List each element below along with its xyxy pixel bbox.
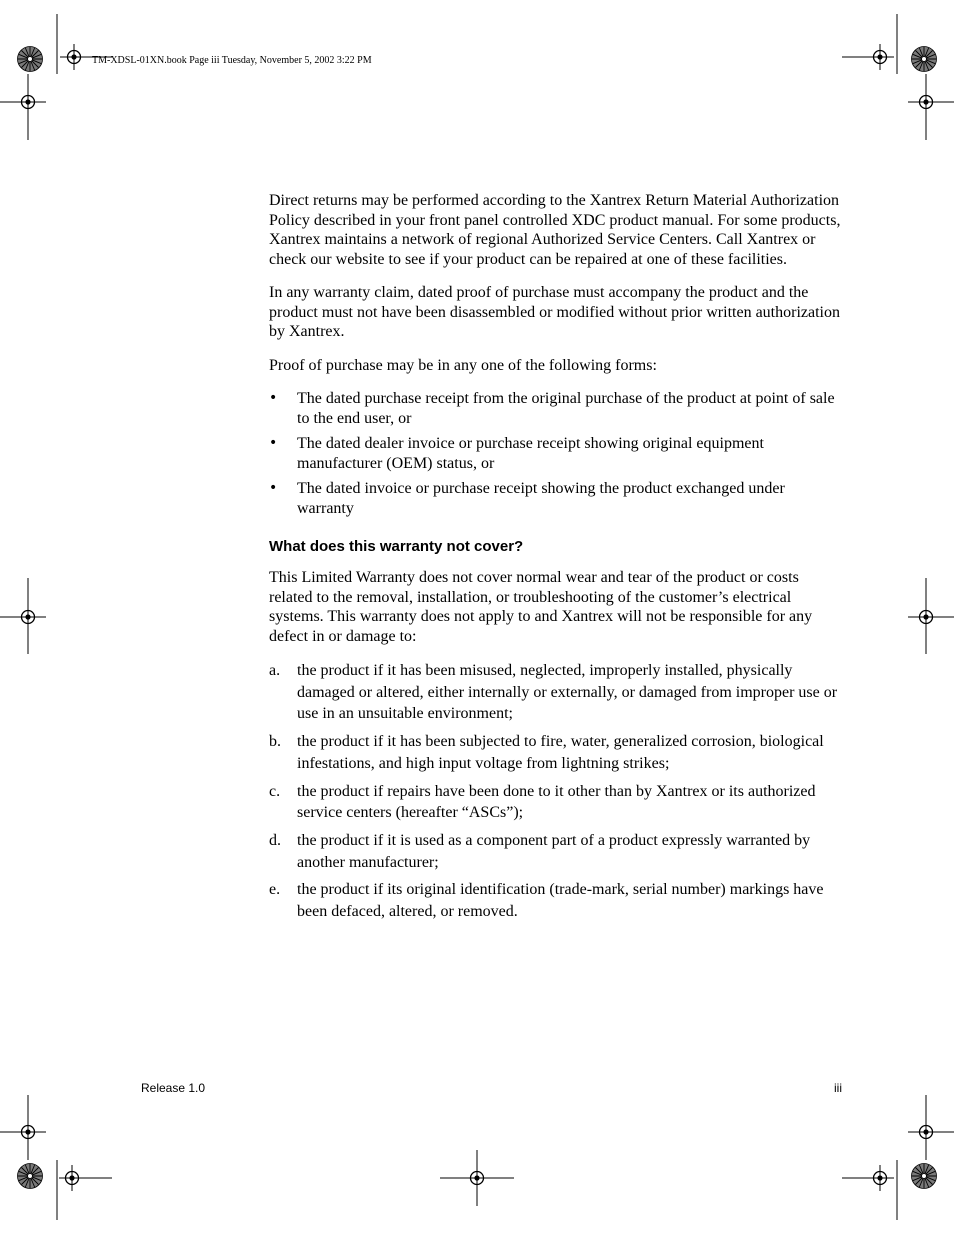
list-item-text: the product if its original identification (trade-mark, serial number) markings have been defaced, altered, or removed. — [297, 881, 824, 921]
file-stamp: TM-XDSL-01XN.book Page iii Tuesday, November 5, 2002 3:22 PM — [92, 55, 372, 66]
paragraph-proof-forms: Proof of purchase may be in any one of the following forms: — [269, 356, 657, 374]
list-item-text: The dated purchase receipt from the original purchase of the product at point of sale to the end user, or — [297, 390, 835, 427]
list-item-text: the product if it has been subjected to fire, water, generalized corrosion, biological infestations, and high input voltage from lightning strikes; — [297, 733, 824, 772]
exclusions-list — [269, 660, 841, 923]
proof-forms-list — [269, 389, 841, 518]
bullet-marker: • — [269, 435, 278, 451]
list-item — [269, 731, 841, 774]
footer-release: Release 1.0 — [141, 1081, 206, 1095]
list-item-text: The dated dealer invoice or purchase receipt showing original equipment manufacturer (OEM) status, or — [297, 435, 764, 472]
list-marker: a. — [269, 662, 281, 679]
list-item — [269, 781, 841, 824]
bullet-marker: • — [269, 480, 278, 496]
bullet-marker: • — [269, 390, 278, 406]
list-item — [269, 479, 841, 518]
page-body — [269, 191, 841, 929]
section-heading: What does this warranty not cover? — [269, 538, 524, 555]
list-marker: d. — [269, 831, 281, 849]
paragraph-direct-returns: Direct returns may be performed according to the Xantrex Return Material Authorization Policy described in your front panel controlled XDC product manual. For some products, Xantrex maintains a network of regional Authorized Service Centers. Call Xantrex or check our website to see if your product can be repaired at one of these facilities. — [269, 192, 841, 268]
list-item — [269, 434, 841, 473]
list-marker: e. — [269, 881, 281, 899]
paragraph-proof-required: In any warranty claim, dated proof of purchase must accompany the product and the product must not have been disassembled or modified without prior written authorization by Xantrex. — [269, 284, 840, 340]
paragraph-not-covered: This Limited Warranty does not cover normal wear and tear of the product or costs related to the removal, installation, or troubleshooting of the customer’s electrical systems. This warranty does not apply to and Xantrex will not be responsible for any defect in or damage to: — [269, 569, 813, 645]
list-item-text: the product if it is used as a component part of a product expressly warranted by another manufacturer; — [297, 831, 811, 871]
list-item-text: The dated invoice or purchase receipt showing the product exchanged under warranty — [297, 480, 785, 517]
list-item-text: the product if repairs have been done to it other than by Xantrex or its authorized service centers (hereafter “ASCs”); — [297, 782, 816, 822]
footer-page-number: iii — [834, 1081, 842, 1095]
list-item — [269, 660, 841, 725]
list-item — [269, 879, 841, 922]
list-item — [269, 830, 841, 873]
list-marker: c. — [269, 782, 281, 800]
list-item — [269, 389, 841, 428]
list-item-text: the product if it has been misused, neglected, improperly installed, physically damaged or altered, either internally or externally, or damaged from improper use or use in an unsuitable environment; — [297, 662, 838, 723]
list-marker: b. — [269, 733, 281, 751]
